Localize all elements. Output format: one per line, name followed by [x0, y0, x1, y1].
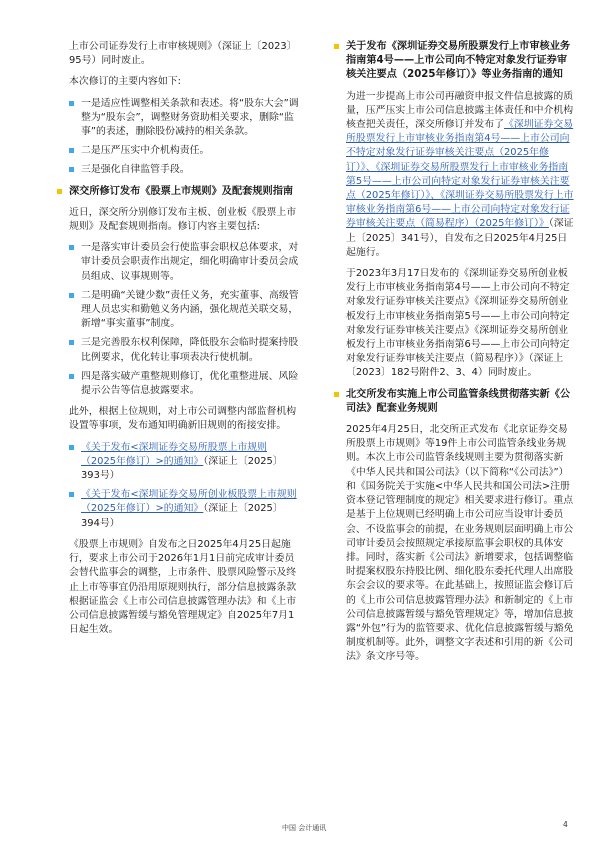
listing-rules-intro: 近日，深交所分别修订发布主板、创业板《股票上市规则》及配套规则指南。修订内容主要包括:	[69, 206, 297, 233]
section-heading-szse-listing-rules: 深交所修订发布《股票上市规则》及配套规则指南	[57, 185, 300, 199]
list-item: 一是适应性调整相关条款和表述。将“股东大会”调整为“股东会”，调整财务资助相关要求，删除“监事”的表述，删除股份减持的相关条款。	[69, 97, 300, 140]
left-column	[57, 40, 300, 644]
list-item	[69, 488, 300, 531]
bse-paragraph: 2025年4月25日，北交所正式发布《北京证券交易所股票上市规则》等19件上市公司监管条线业务规则。本次上市公司监管条线规则主要为贯彻落实新《中华人民共和国公司法》（以下简称“《公司法》”）和《国务院关于实施<中华人民共和国公司法>注册资本登记管理制度的规定》相关要求进行修订。重点是基于上位规则已经明确上市公司应当设审计委员会、不设监事会的前提，在业务规则层面明确上市公司审计委员会按照规定承接原监事会职权的具体安排。同时，落实新《公司法》新增要求，包括调整临时提案权股东持股比例、细化股东委托代理人出席股东会会议的要求等。在此基础上，按照证监会修订后的《上市公司信息披露管理办法》和新制定的《上市公司信息披露暂缓与豁免管理规定》等，增加信息披露“外包”行为的监管要求、优化信息披露暂缓与豁免制度机制等。此外，调整文字表述和引用的新《公司法》条文序号等。	[346, 424, 574, 663]
section-heading-bse-rules: 北交所发布实施上市公司监管条线贯彻落实新《公司法》配套业务规则	[334, 388, 574, 416]
repeal-paragraph: 于2023年3月17日发布的《深圳证券交易所创业板发行上市审核业务指南第4号——上市公司向不特定对象发行证券审核关注要点》《深圳证券交易所创业板发行上市审核业务指南第5号——上市公司向特定对象发行证券审核关注要点》《深圳证券交易所创业板发行上市审核业务指南第6号——上市公司向特定对象发行证券审核关注要点（简易程序）》（深证上〔2023〕182号附件2、3、4）同时废止。	[346, 268, 570, 379]
square-bullet-icon	[69, 293, 74, 298]
square-bullet-icon	[69, 492, 74, 497]
list-item	[69, 441, 300, 484]
square-bullet-icon	[69, 374, 74, 379]
list-item: 四是落实破产重整规则修订，优化重整进展、风险提示公告等信息披露要求。	[69, 370, 300, 398]
effective-date-paragraph: 《股票上市规则》自发布之日2025年4月25日起施行，要求上市公司于2026年1月1日前完成审计委员会替代监事会的调整，上市条件、股票风险警示及终止上市等事宜仍沿用原规则执行，部分信息披露条款根据证监会《上市公司信息披露管理办法》和《上市公司信息披露暂缓与豁免管理规定》自2025年7月1日起生效。	[69, 538, 297, 636]
notice-ref: （深证上〔2025〕394号）	[81, 503, 283, 529]
heading-bullet-icon	[57, 189, 62, 194]
guidelines-link[interactable]: 《深圳证券交易所股票发行上市审核业务指南第4号——上市公司向不特定对象发行证券审核关注要点（2025年修订）》、《深圳证券交易所股票发行上市审核业务指南第5号——上市公司向特定对象发行证券审核关注要点（2025年修订）》、《深圳证券交易所股票发行上市审核业务指南第6号——上市公司向特定对象发行证券审核关注要点（简易程序）（2025年修订）》	[346, 119, 574, 230]
heading-bullet-icon	[334, 44, 339, 49]
heading-bullet-icon	[334, 392, 339, 397]
square-bullet-icon	[69, 445, 74, 450]
notice-list	[57, 441, 300, 531]
list-item: 二是压严压实中介机构责任。	[69, 144, 300, 158]
square-bullet-icon	[69, 101, 74, 106]
list-item: 一是落实审计委员会行使监事会职权总体要求，对审计委员会职责作出规定，细化明确审计委员会成员组成、议事规则等。	[69, 241, 300, 284]
square-bullet-icon	[69, 167, 74, 172]
list-item: 二是明确“关键少数”责任义务，充实董事、高级管理人员忠实和勤勉义务内涵，强化规范关联交易，新增“事实董事”制度。	[69, 289, 300, 332]
notice-link-chinext[interactable]: 《关于发布<深圳证券交易所创业板股票上市规则（2025年修订）>的通知》	[81, 489, 297, 515]
right-column	[334, 40, 574, 672]
guidelines-paragraph: 为进一步提高上市公司再融资申报文件信息披露的质量，压严压实上市公司信息披露主体责任和中介机构核查把关责任，深交所修订并发布了《深圳证券交易所股票发行上市审核业务指南第4号——上市公司向不特定对象发行证券审核关注要点（2025年修订）》、《深圳证券交易所股票发行上市审核业务指南第5号——上市公司向特定对象发行证券审核关注要点（2025年修订）》、《深圳证券交易所股票发行上市审核业务指南第6号——上市公司向特定对象发行证券审核关注要点（简易程序）（2025年修订）》（深证上〔2025〕341号），自发布之日2025年4月25日起施行。	[346, 90, 574, 258]
revision-intro: 本次修订的主要内容如下:	[69, 76, 181, 88]
square-bullet-icon	[69, 148, 74, 153]
footer-brand: 中国 会计通讯	[282, 824, 327, 832]
carryover-paragraph: 上市公司证券发行上市审核规则》（深证上〔2023〕95号）同时废止。	[69, 41, 297, 67]
square-bullet-icon	[69, 245, 74, 250]
revision-list	[57, 97, 300, 178]
section-heading-szse-guidelines: 关于发布《深圳证券交易所股票发行上市审核业务指南第4号——上市公司向不特定对象发行证券审核关注要点（2025年修订）》等业务指南的通知	[334, 40, 574, 83]
page-number: 4	[563, 820, 568, 829]
list-item: 三是完善股东权利保障，降低股东会临时提案持股比例要求，优化转让事项表决行使机制。	[69, 336, 300, 364]
list-item: 三是强化自律监管手段。	[69, 163, 300, 177]
notice-link-main-board[interactable]: 《关于发布<深圳证券交易所股票上市规则（2025年修订）>的通知》	[81, 441, 268, 467]
notice-ref: （深证上〔2025〕393号）	[81, 455, 283, 482]
listing-rules-list	[57, 241, 300, 398]
transition-paragraph: 此外，根据上位规则，对上市公司调整内部监督机构设置等事项，发布通知明确新旧规则的衔接安排。	[69, 406, 297, 432]
square-bullet-icon	[69, 340, 74, 345]
